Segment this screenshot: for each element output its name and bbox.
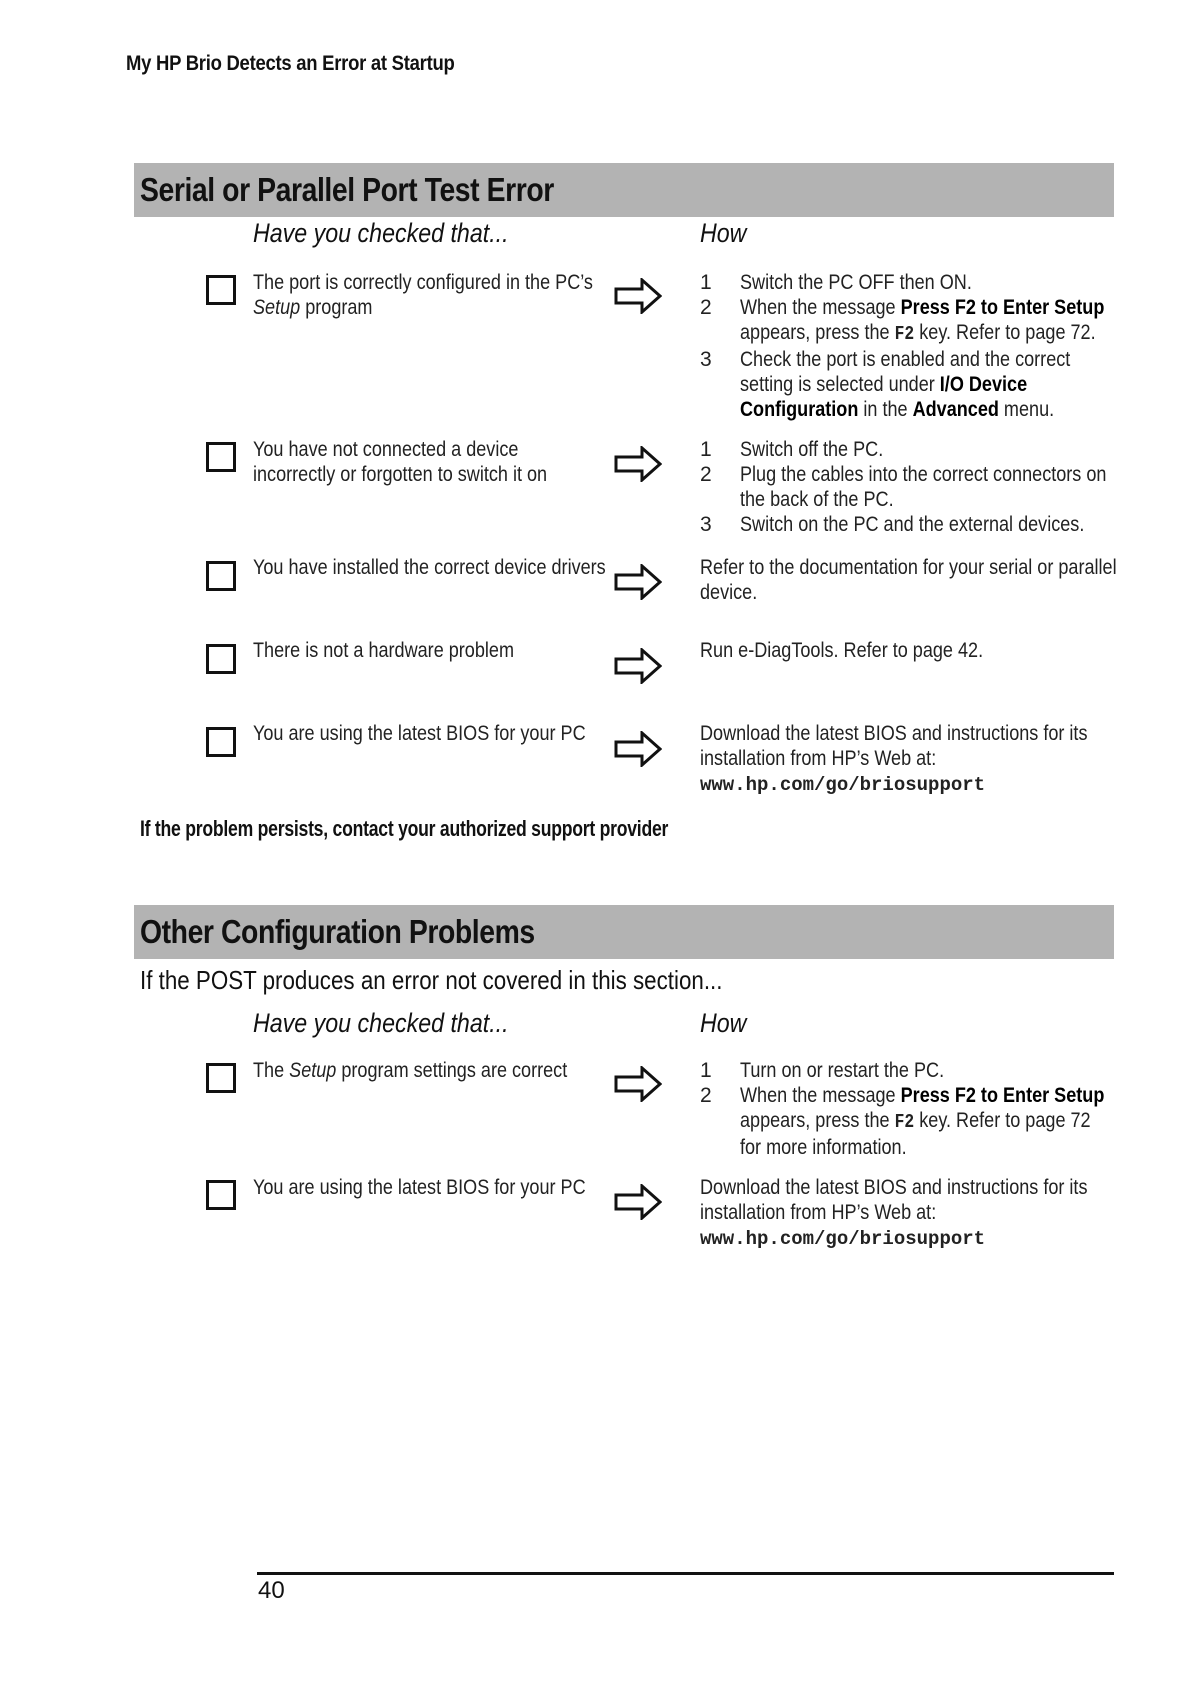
- step: [700, 1058, 1120, 1083]
- check-item: [253, 1175, 613, 1200]
- step-number: 3: [700, 513, 712, 536]
- step: [700, 295, 1120, 347]
- how-steps: [700, 270, 1120, 422]
- check-text: You are using the latest BIOS for your PC: [253, 1176, 586, 1199]
- check-item: [253, 1058, 613, 1083]
- checkbox-icon[interactable]: [206, 442, 236, 472]
- check-text-post: program: [300, 296, 373, 319]
- checkbox-icon[interactable]: [206, 1180, 236, 1210]
- step-text: Plug the cables into the correct connectors on the back of the PC.: [740, 463, 1107, 511]
- step-number: 2: [700, 463, 712, 486]
- right-arrow-icon: [614, 278, 662, 314]
- column-header-how: How: [700, 218, 747, 248]
- support-url[interactable]: www.hp.com/go/briosupport: [700, 1228, 986, 1250]
- step-number: 2: [700, 296, 712, 319]
- step: [700, 462, 1120, 512]
- step-text: Turn on or restart the PC.: [740, 1059, 945, 1082]
- step-number: 3: [700, 348, 712, 371]
- check-item: [253, 555, 613, 580]
- right-arrow-icon: [614, 648, 662, 684]
- step: [700, 270, 1120, 295]
- how-paragraph: Download the latest BIOS and instructions for its installation from HP’s Web at:: [700, 1176, 1088, 1224]
- how-text: [700, 555, 1120, 605]
- step-text: When the message Press F2 to Enter Setup appears, press the F2 key. Refer to page 72.: [740, 296, 1105, 345]
- column-header-check: Have you checked that...: [253, 1008, 509, 1038]
- checkbox-icon[interactable]: [206, 1063, 236, 1093]
- right-arrow-icon: [614, 1184, 662, 1220]
- check-text: You have not connected a device incorrectly or forgotten to switch it on: [253, 438, 548, 486]
- check-item: [253, 270, 613, 320]
- step: [700, 437, 1120, 462]
- how-paragraph: Refer to the documentation for your serial or parallel device.: [700, 556, 1117, 604]
- section-title: Other Configuration Problems: [140, 913, 535, 950]
- step-text: Switch off the PC.: [740, 438, 884, 461]
- page-number: 40: [258, 1577, 285, 1604]
- checkbox-icon[interactable]: [206, 727, 236, 757]
- footer-rule: [257, 1572, 1114, 1575]
- how-text: [700, 1175, 1120, 1252]
- section-header-serial-parallel: [134, 163, 1114, 217]
- checkbox-icon[interactable]: [206, 644, 236, 674]
- how-steps: [700, 1058, 1120, 1160]
- checkbox-icon[interactable]: [206, 561, 236, 591]
- check-text-em: Setup: [253, 296, 301, 319]
- right-arrow-icon: [614, 1066, 662, 1102]
- checkbox-icon[interactable]: [206, 275, 236, 305]
- check-item: [253, 437, 613, 487]
- step-number: 1: [700, 438, 712, 461]
- column-header-check: Have you checked that...: [253, 218, 509, 248]
- check-text: There is not a hardware problem: [253, 639, 515, 662]
- check-text: You have installed the correct device drivers: [253, 556, 606, 579]
- check-text-em: Setup: [289, 1059, 337, 1082]
- section-intro: If the POST produces an error not covered in this section...: [140, 965, 723, 995]
- section-header-other-config: [134, 905, 1114, 959]
- step: [700, 347, 1120, 422]
- support-url[interactable]: www.hp.com/go/briosupport: [700, 774, 986, 796]
- check-text: You are using the latest BIOS for your PC: [253, 722, 586, 745]
- column-header-how: How: [700, 1008, 747, 1038]
- how-text: [700, 638, 1120, 663]
- step-number: 1: [700, 271, 712, 294]
- step: [700, 1083, 1120, 1160]
- check-text: The: [253, 1059, 290, 1082]
- how-paragraph: Download the latest BIOS and instructions for its installation from HP’s Web at:: [700, 722, 1088, 770]
- step-number: 1: [700, 1059, 712, 1082]
- step: [700, 512, 1120, 537]
- check-item: [253, 721, 613, 746]
- right-arrow-icon: [614, 446, 662, 482]
- step-text: Switch on the PC and the external devices.: [740, 513, 1085, 536]
- right-arrow-icon: [614, 564, 662, 600]
- step-number: 2: [700, 1084, 712, 1107]
- running-head: My HP Brio Detects an Error at Startup: [126, 52, 455, 75]
- section-title: Serial or Parallel Port Test Error: [140, 171, 554, 208]
- check-text: The port is correctly configured in the PC’s: [253, 271, 593, 294]
- step-text: Check the port is enabled and the correct setting is selected under I/O Device Configuration in the Advanced menu.: [740, 348, 1071, 421]
- right-arrow-icon: [614, 731, 662, 767]
- how-text: [700, 721, 1120, 798]
- step-text: Switch the PC OFF then ON.: [740, 271, 972, 294]
- how-steps: [700, 437, 1120, 537]
- persist-note: If the problem persists, contact your authorized support provider: [140, 816, 669, 841]
- how-paragraph: Run e-DiagTools. Refer to page 42.: [700, 639, 984, 662]
- step-text: When the message Press F2 to Enter Setup appears, press the F2 key. Refer to page 72 for more information.: [740, 1084, 1105, 1159]
- check-text-post: program settings are correct: [336, 1059, 568, 1082]
- check-item: [253, 638, 613, 663]
